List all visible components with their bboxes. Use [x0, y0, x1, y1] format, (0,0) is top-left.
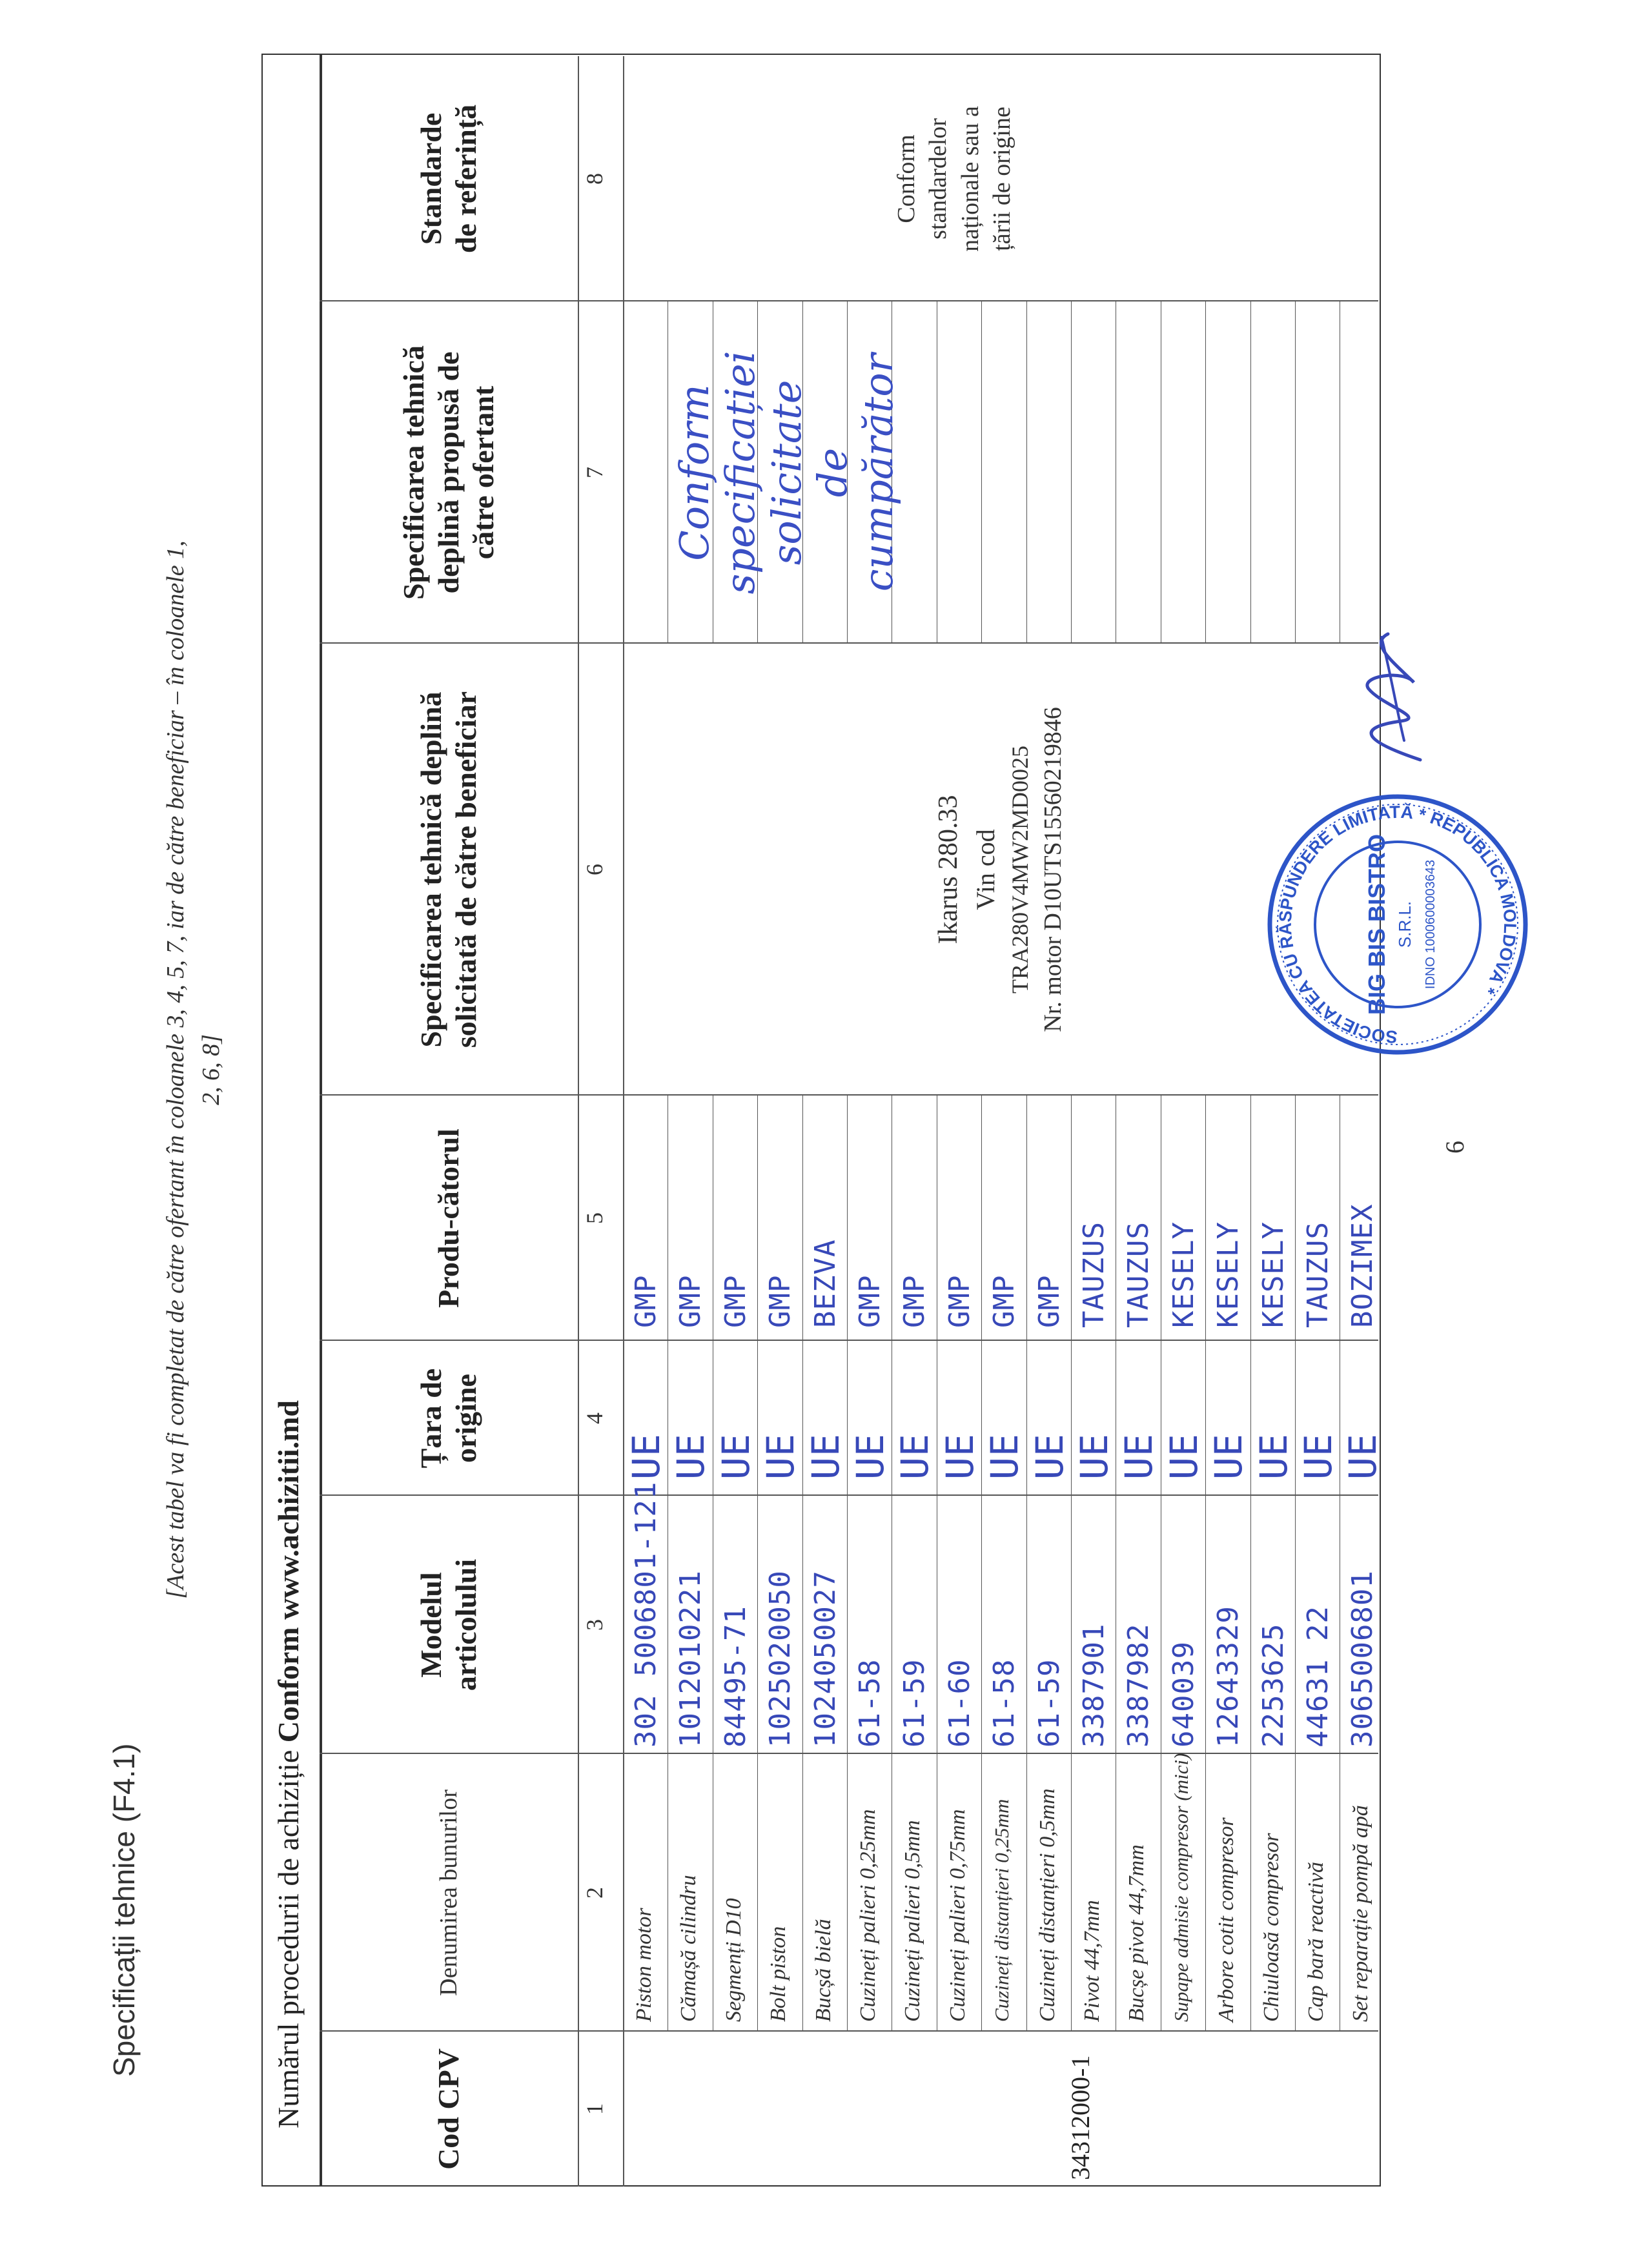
country-cell: UE	[983, 1433, 1026, 1480]
spec8-line: Conform	[893, 134, 920, 223]
row-divider	[1205, 301, 1206, 644]
model-cell: 3387982	[1122, 1623, 1155, 1748]
goods-name-cell: Arbore cotit compresor	[1214, 1817, 1238, 2022]
country-cell: UE	[848, 1433, 892, 1480]
goods-name-cell: Cuzineți palieri 0,75mm	[946, 1809, 970, 2022]
country-cell: UE	[1296, 1433, 1340, 1480]
goods-name-cell: Segmenți D10	[722, 1898, 746, 2022]
company-stamp	[1265, 792, 1533, 1057]
model-cell: 1025020050	[764, 1570, 797, 1748]
goods-name-cell: Cap bară reactivă	[1304, 1861, 1328, 2022]
model-cell: 84495-71	[719, 1606, 752, 1748]
country-cell: UE	[759, 1433, 802, 1480]
goods-name-cell: Cămașă cilindru	[677, 1875, 700, 2022]
spec-required-cell	[930, 644, 1070, 1096]
vehicle-model: Ikarus 280.33	[933, 795, 963, 944]
cpv-code: 34312000-1	[1066, 2055, 1095, 2180]
vin-code: TRA280V4MW2MD0025	[1006, 746, 1033, 994]
producer-cell: GMP	[898, 1274, 931, 1328]
header-divider	[578, 56, 579, 2187]
row-divider	[1295, 301, 1296, 644]
row-divider	[802, 1096, 803, 2032]
engine-number: Nr. motor D10UTS15560219846	[1039, 707, 1067, 1032]
svg-text:S.R.L.: S.R.L.	[1395, 901, 1414, 948]
model-cell: 3065006801	[1346, 1570, 1379, 1748]
procedure-value: Conform www.achizitii.md	[272, 1400, 305, 1743]
header-country: Țara de origine	[414, 1368, 482, 1469]
model-cell: 1012010221	[674, 1570, 707, 1748]
column-number: 6	[582, 864, 607, 875]
spec7-line: Conform	[671, 384, 718, 561]
producer-cell: GMP	[853, 1274, 886, 1328]
page-title: Specificații tehnice (F4.1)	[107, 1743, 141, 2077]
producer-cell: GMP	[1033, 1274, 1066, 1328]
header-spec-required: Specificarea tehnică deplină solicitată de către beneficiar	[414, 691, 482, 1048]
row-divider	[1295, 1096, 1296, 2032]
spec7-line: specificației	[717, 351, 764, 595]
procedure-label: Numărul procedurii de achiziție	[272, 1749, 305, 2128]
goods-name-cell: Bucșe pivot 44,7mm	[1125, 1844, 1148, 2022]
row-divider	[981, 301, 982, 644]
producer-cell: GMP	[629, 1274, 662, 1328]
header-producer: Produ-cătorul	[431, 1128, 465, 1308]
instruction-note-line2: 2, 6, 8]	[198, 1034, 225, 1105]
column-number: 1	[582, 2103, 607, 2115]
producer-cell: KESELY	[1257, 1221, 1290, 1328]
column-number: 8	[582, 173, 607, 185]
model-cell: 1024050027	[809, 1570, 842, 1748]
spec8-line: standardelor	[924, 118, 952, 240]
goods-name-cell: Cuzineți palieri 0,25mm	[856, 1809, 880, 2022]
spec7-line: cumpărător	[855, 353, 902, 592]
country-cell: UE	[1207, 1433, 1250, 1480]
country-cell: UE	[1072, 1433, 1116, 1480]
standards-cell	[891, 56, 1019, 301]
model-cell: 61-59	[898, 1658, 931, 1748]
model-cell: 61-58	[853, 1658, 886, 1748]
country-cell: UE	[1341, 1433, 1385, 1480]
goods-name-cell: Cuzineți palieri 0,5mm	[901, 1820, 924, 2022]
country-cell: UE	[714, 1433, 758, 1480]
spec8-line: țării de origine	[988, 107, 1016, 251]
numbers-divider	[623, 56, 624, 2187]
model-cell: 61-58	[988, 1658, 1021, 1748]
svg-text:IDNO 1000600003643: IDNO 1000600003643	[1423, 859, 1438, 990]
model-cell: 640039	[1167, 1641, 1200, 1748]
producer-cell: GMP	[988, 1274, 1021, 1328]
goods-name-cell: Cuzineți distanțieri 0,25mm	[990, 1799, 1013, 2022]
producer-cell: TAUZUS	[1077, 1221, 1110, 1328]
spec7-line: de	[808, 447, 856, 498]
model-cell: 61-60	[943, 1658, 976, 1748]
country-cell: UE	[804, 1433, 848, 1480]
column-number: 5	[582, 1212, 607, 1224]
producer-cell: GMP	[719, 1274, 752, 1328]
row-divider	[1250, 301, 1251, 644]
model-cell: 3387901	[1077, 1623, 1110, 1748]
goods-name-cell: Cuzineți distanțieri 0,5mm	[1035, 1788, 1059, 2022]
goods-name-cell: Supape admisie compresor (mici)	[1170, 1753, 1192, 2022]
producer-cell: BOZIMEX	[1346, 1203, 1379, 1328]
page-number: 6	[1440, 1141, 1469, 1154]
header-spec-proposed: Specificarea tehnică deplină propusă de către ofertant	[396, 345, 500, 600]
producer-cell: GMP	[943, 1274, 976, 1328]
goods-name-cell: Bucșă bielă	[811, 1919, 835, 2022]
row-divider	[1205, 1096, 1206, 2032]
vin-label: Vin cod	[970, 829, 1000, 910]
column-number: 2	[582, 1887, 607, 1899]
row-divider	[757, 1096, 758, 2032]
svg-text:SOCIETATEA CU RĂSPUNDERE LIMIT: SOCIETATEA CU RĂSPUNDERE LIMITATĂ * REPUBLICA MOLDOVA *	[1275, 802, 1520, 1047]
country-cell: UE	[624, 1433, 668, 1480]
producer-cell: GMP	[674, 1274, 707, 1328]
producer-cell: KESELY	[1167, 1221, 1200, 1328]
producer-cell: KESELY	[1212, 1221, 1245, 1328]
country-cell: UE	[669, 1433, 713, 1480]
column-number: 7	[582, 467, 607, 478]
stamp-seal	[1265, 792, 1530, 1057]
row-divider	[1071, 1096, 1072, 2032]
country-cell: UE	[1117, 1433, 1161, 1480]
goods-name-cell: Piston motor	[632, 1908, 656, 2022]
header-model: Modelul articolului	[414, 1558, 482, 1691]
spec7-line: solicitate	[762, 380, 810, 566]
goods-name-cell: Pivot 44,7mm	[1080, 1900, 1104, 2022]
producer-cell: TAUZUS	[1301, 1221, 1334, 1328]
country-cell: UE	[893, 1433, 937, 1480]
header-cpv: Cod CPV	[431, 2048, 465, 2170]
country-cell: UE	[1162, 1433, 1206, 1480]
signature	[1343, 624, 1446, 766]
goods-name-cell: Chiuloasă compresor	[1259, 1833, 1283, 2022]
column-number: 4	[582, 1412, 607, 1424]
row-divider	[1026, 301, 1027, 644]
row-divider	[847, 1096, 848, 2032]
header-goods-name: Denumirea bunurilor	[434, 1790, 462, 1996]
producer-cell: BEZVA	[809, 1239, 842, 1328]
producer-cell: GMP	[764, 1274, 797, 1328]
producer-cell: TAUZUS	[1122, 1221, 1155, 1328]
procedure-number	[271, 1400, 305, 2128]
model-cell: 302 5006801-121	[629, 1481, 662, 1748]
model-cell: 44631 22	[1301, 1606, 1334, 1748]
model-cell: 12643329	[1212, 1606, 1245, 1748]
country-cell: UE	[938, 1433, 982, 1480]
goods-name-cell: Bolt piston	[766, 1926, 790, 2022]
row-divider	[981, 1096, 982, 2032]
model-cell: 61-59	[1033, 1658, 1066, 1748]
row-divider	[1250, 1096, 1251, 2032]
country-cell: UE	[1028, 1433, 1072, 1480]
goods-name-cell: Set reparație pompă apă	[1349, 1805, 1372, 2022]
country-cell: UE	[1252, 1433, 1296, 1480]
row-divider	[1071, 301, 1072, 644]
spec8-line: naționale sau a	[956, 106, 984, 252]
column-number: 3	[582, 1619, 607, 1631]
model-cell: 2253625	[1257, 1623, 1290, 1748]
svg-text:BIG BIS BISTRO: BIG BIS BISTRO	[1363, 833, 1390, 1015]
row-divider	[1026, 1096, 1027, 2032]
instruction-note-line1: [Acest tabel va fi completat de către ofertant în coloanele 3, 4, 5, 7, iar de către beneficiar – în coloanele 1,	[162, 540, 189, 1599]
header-standards: Standarde de referință	[414, 104, 482, 254]
spec-proposed-handwritten	[671, 301, 901, 644]
